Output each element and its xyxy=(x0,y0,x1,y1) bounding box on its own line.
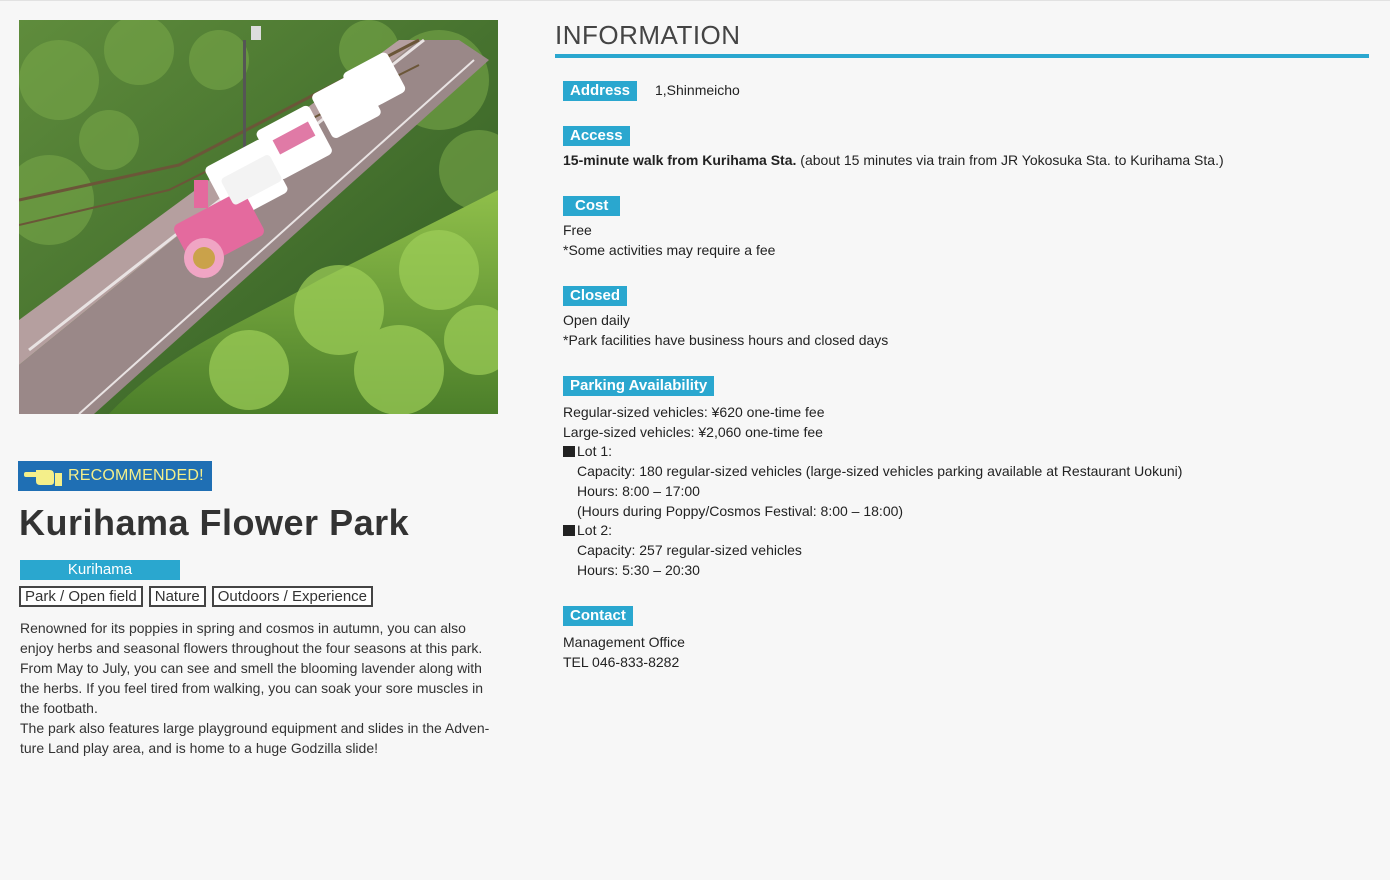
cost-line: Free xyxy=(563,222,592,238)
lot-2-capacity: Capacity: 257 regular-sized vehicles xyxy=(577,541,802,558)
recommended-badge xyxy=(18,461,212,491)
access-value xyxy=(563,151,1224,171)
description-paragraph: The park also features large playground equipment and slides in the Adven-ture Land play area, and is home to a huge Godzilla slide! xyxy=(20,720,490,756)
pointing-hand-icon xyxy=(24,466,62,486)
page-title: Kurihama Flower Park xyxy=(19,502,410,543)
contact-phone[interactable]: TEL 046-833-8282 xyxy=(563,653,680,670)
park-photo xyxy=(19,20,498,414)
cost-line: *Some activities may require a fee xyxy=(563,241,776,258)
information-divider xyxy=(555,54,1369,58)
closed-line: Open daily xyxy=(563,312,630,328)
square-bullet-icon xyxy=(563,525,575,536)
lot-1-festival-hours: (Hours during Poppy/Cosmos Festival: 8:00 – 18:00) xyxy=(577,502,904,519)
lot-1-title xyxy=(563,442,1182,462)
contact-value xyxy=(563,633,685,672)
closed-value xyxy=(563,311,888,350)
top-divider xyxy=(0,0,1390,1)
lot-1-label: Lot 1: xyxy=(577,443,613,460)
cost-label: Cost xyxy=(563,196,620,216)
parking-large-fee: Large-sized vehicles: ¥2,060 one-time fee xyxy=(563,423,823,440)
access-label: Access xyxy=(563,126,630,146)
lot-2-title xyxy=(563,521,1182,541)
information-heading: INFORMATION xyxy=(555,20,741,50)
park-description xyxy=(20,618,500,758)
address-value: 1,Shinmeicho xyxy=(655,82,740,98)
address-label: Address xyxy=(563,81,637,101)
tag-park-open-field[interactable]: Park / Open field xyxy=(19,586,143,607)
tag-nature[interactable]: Nature xyxy=(149,586,206,607)
lot-2-label: Lot 2: xyxy=(577,522,613,539)
contact-label: Contact xyxy=(563,606,633,626)
parking-regular-fee: Regular-sized vehicles: ¥620 one-time fee xyxy=(563,404,825,420)
square-bullet-icon xyxy=(563,446,575,457)
access-walk-time: 15-minute walk from Kurihama Sta. xyxy=(563,152,797,168)
tag-outdoors-experience[interactable]: Outdoors / Experience xyxy=(212,586,373,607)
recommended-label: RECOMMENDED! xyxy=(68,467,204,484)
cost-value xyxy=(563,221,775,260)
lot-1-capacity: Capacity: 180 regular-sized vehicles (large-sized vehicles parking available at Restaurant Uokuni) xyxy=(577,463,1183,480)
lot-1-hours: Hours: 8:00 – 17:00 xyxy=(577,482,700,499)
closed-line: *Park facilities have business hours and closed days xyxy=(563,331,889,348)
parking-label: Parking Availability xyxy=(563,376,714,396)
access-train-note: (about 15 minutes via train from JR Yokosuka Sta. to Kurihama Sta.) xyxy=(796,152,1224,168)
closed-label: Closed xyxy=(563,286,627,306)
parking-value xyxy=(563,403,1182,580)
contact-office: Management Office xyxy=(563,634,685,650)
area-badge[interactable]: Kurihama xyxy=(20,560,180,580)
lot-2-hours: Hours: 5:30 – 20:30 xyxy=(577,561,700,578)
description-paragraph: Renowned for its poppies in spring and cosmos in autumn, you can also enjoy herbs and seasonal flowers throughout the four seasons at this park. From May to July, you can see and smell the blooming lavender along with the herbs. If you feel tired from walking, you can soak your sore muscles in the footbath. xyxy=(20,620,483,716)
category-tags xyxy=(19,586,373,607)
